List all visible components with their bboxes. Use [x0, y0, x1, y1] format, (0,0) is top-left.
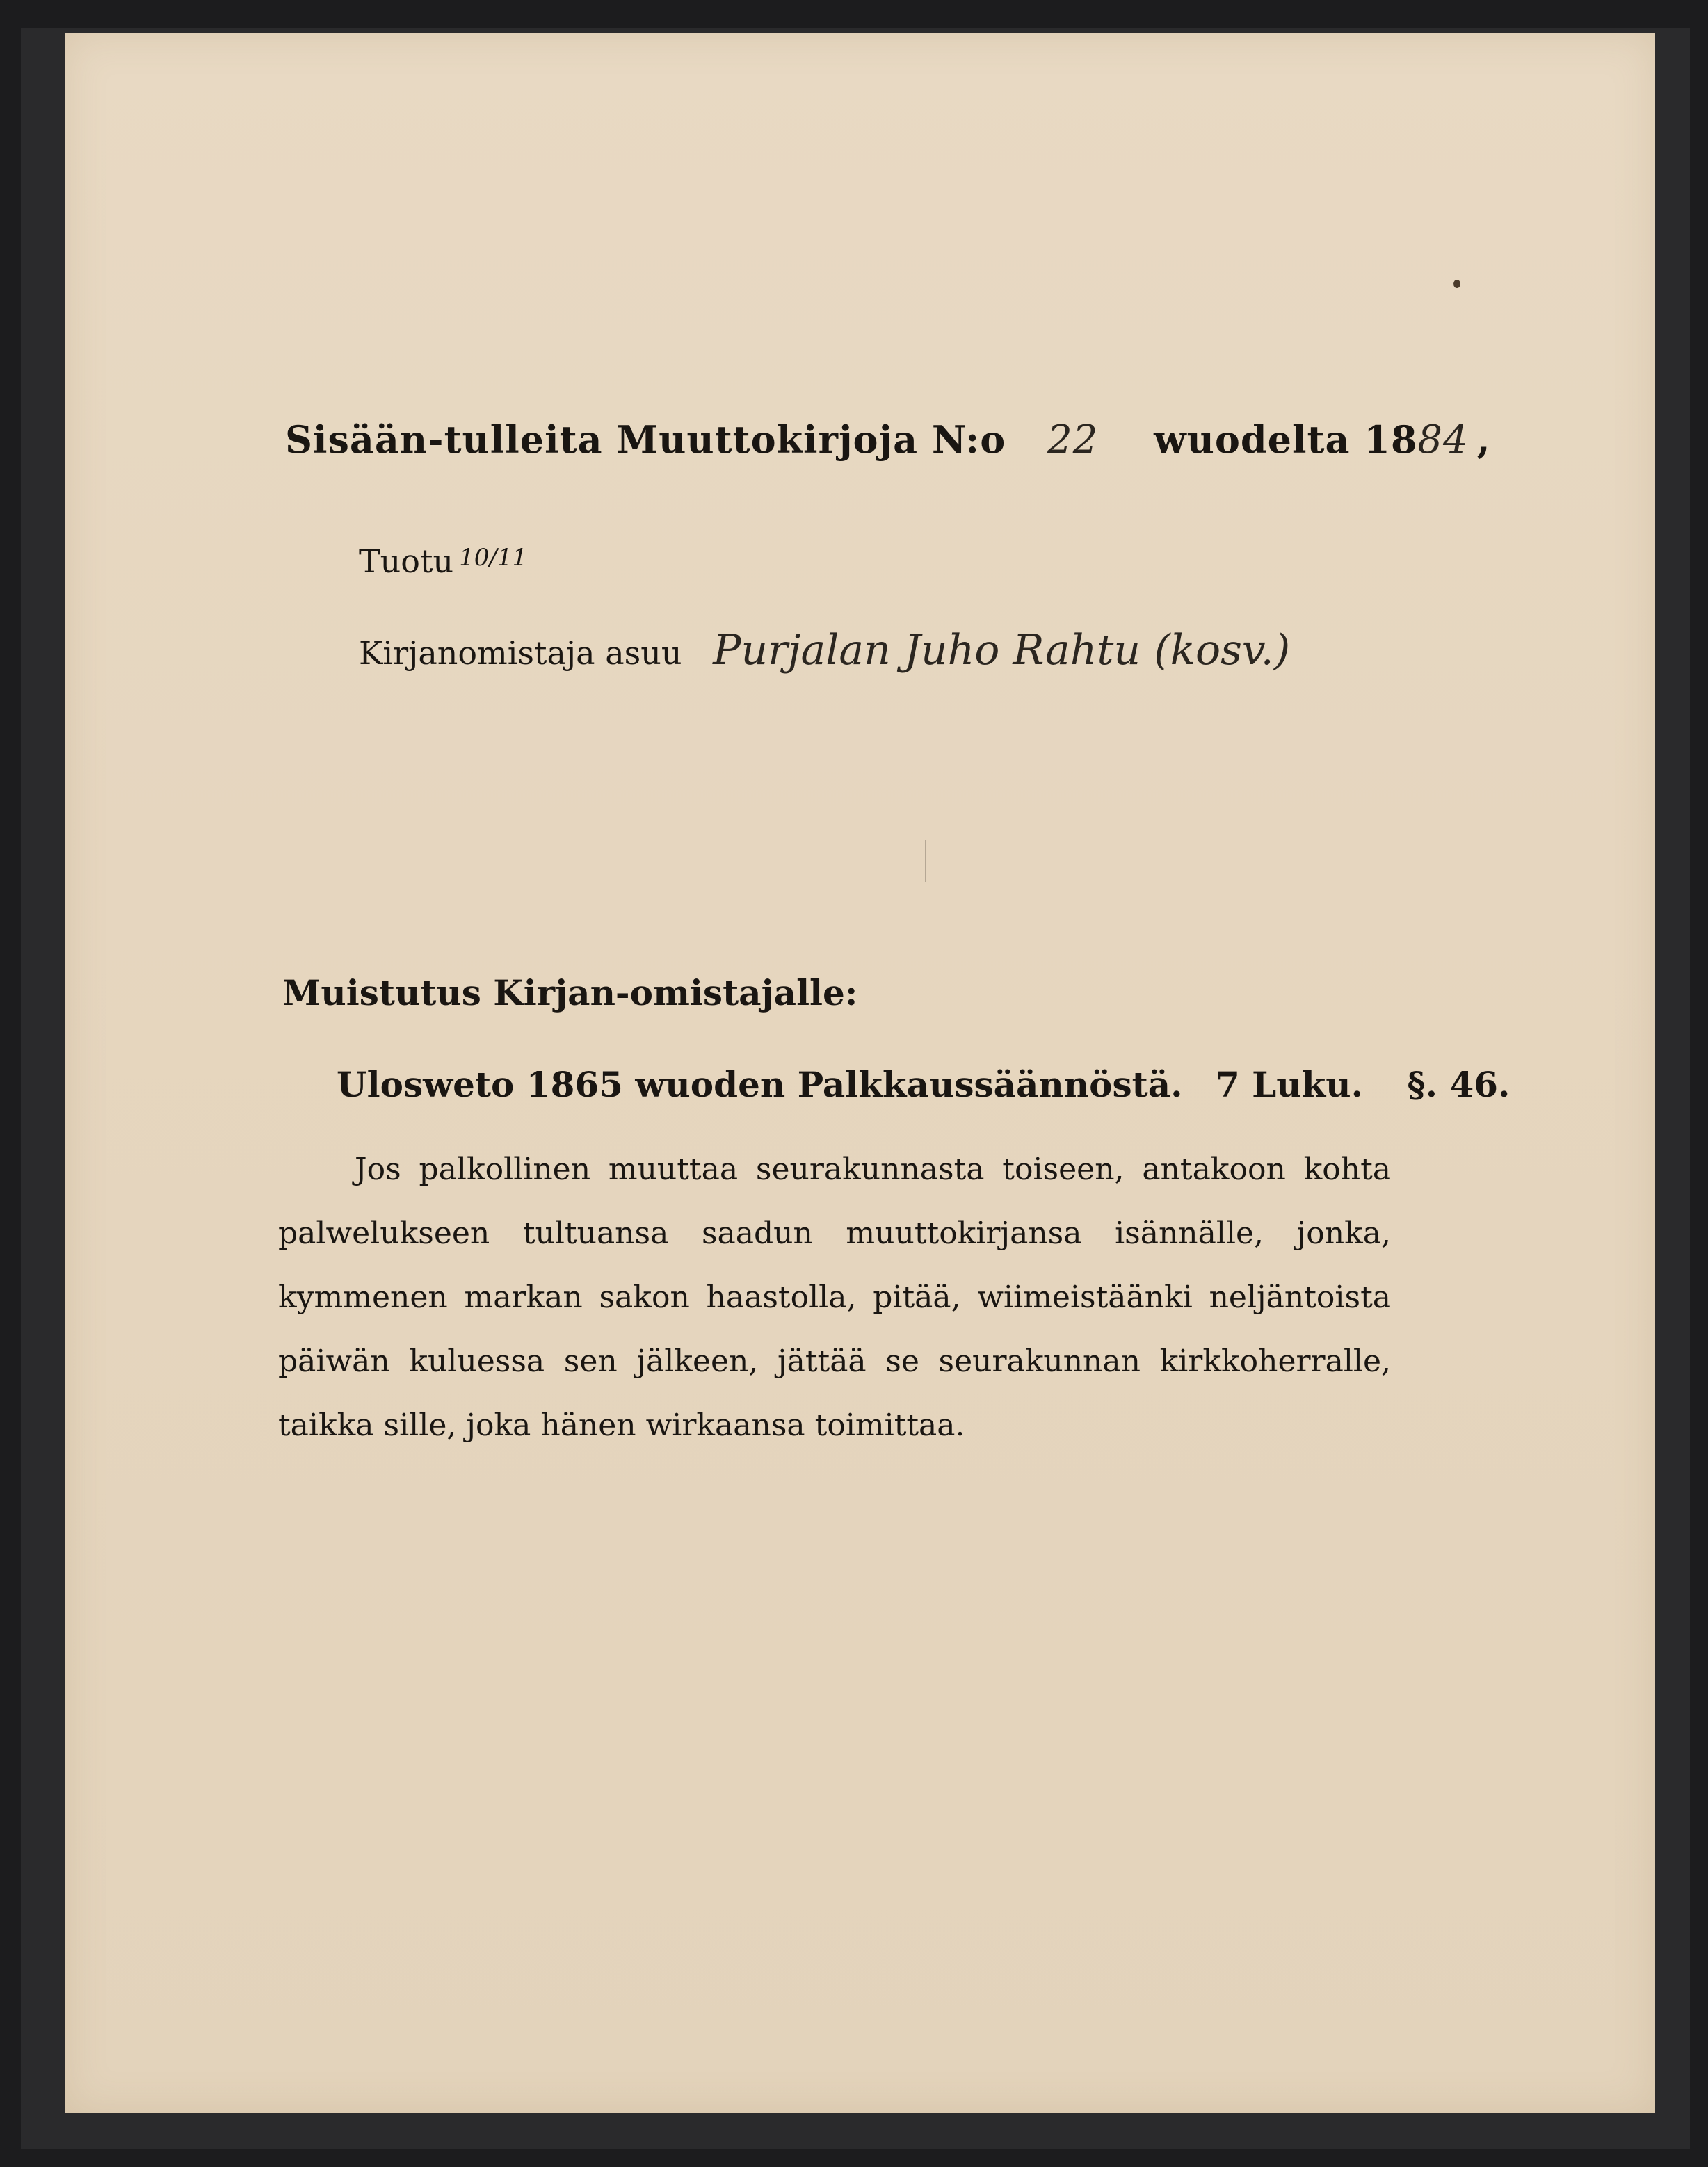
law-body-text: Jos palkollinen muuttaa seurakunnasta toiseen, antakoon kohta palwelukseen tultuansa saadun muuttokirjansa isännälle, jonka, kymmenen markan sakon haastolla, pitää, wiimeistäänki neljäntoista päiwän kuluessa sen jälkeen, jättää se seurakunnan kirkkoherralle, taikka sille, joka hänen wirkaansa toimittaa. [278, 1152, 1391, 1443]
owner-handwritten-value: Purjalan Juho Rahtu (kosv.) [713, 626, 1291, 675]
reminder-title: Muistutus Kirjan-omistajalle: [282, 972, 858, 1013]
header-trailing-comma: , [1476, 417, 1491, 462]
header-handwritten-year: 84 [1417, 417, 1469, 462]
header-year-label: wuodelta 18 [1154, 417, 1418, 462]
law-reference: Ulosweto 1865 wuoden Palkkaussäännöstä. [337, 1064, 1183, 1105]
law-paragraph: §. 46. [1407, 1064, 1510, 1105]
owner-label: Kirjanomistaja asuu [359, 634, 682, 672]
tuotu-handwritten-date: 10/11 [459, 544, 528, 572]
owner-line [359, 626, 1290, 675]
header-line [285, 417, 1491, 462]
law-reference-line [337, 1064, 1510, 1105]
tuotu-label: Tuotu [359, 542, 454, 580]
law-chapter: 7 Luku. [1215, 1064, 1364, 1105]
fold-mark [925, 840, 926, 882]
header-printed-prefix: Sisään-tulleita Muuttokirjoja N:o [285, 417, 1006, 462]
ink-spot [1453, 280, 1460, 288]
tuotu-line [359, 542, 527, 580]
header-handwritten-number: 22 [1047, 417, 1099, 462]
